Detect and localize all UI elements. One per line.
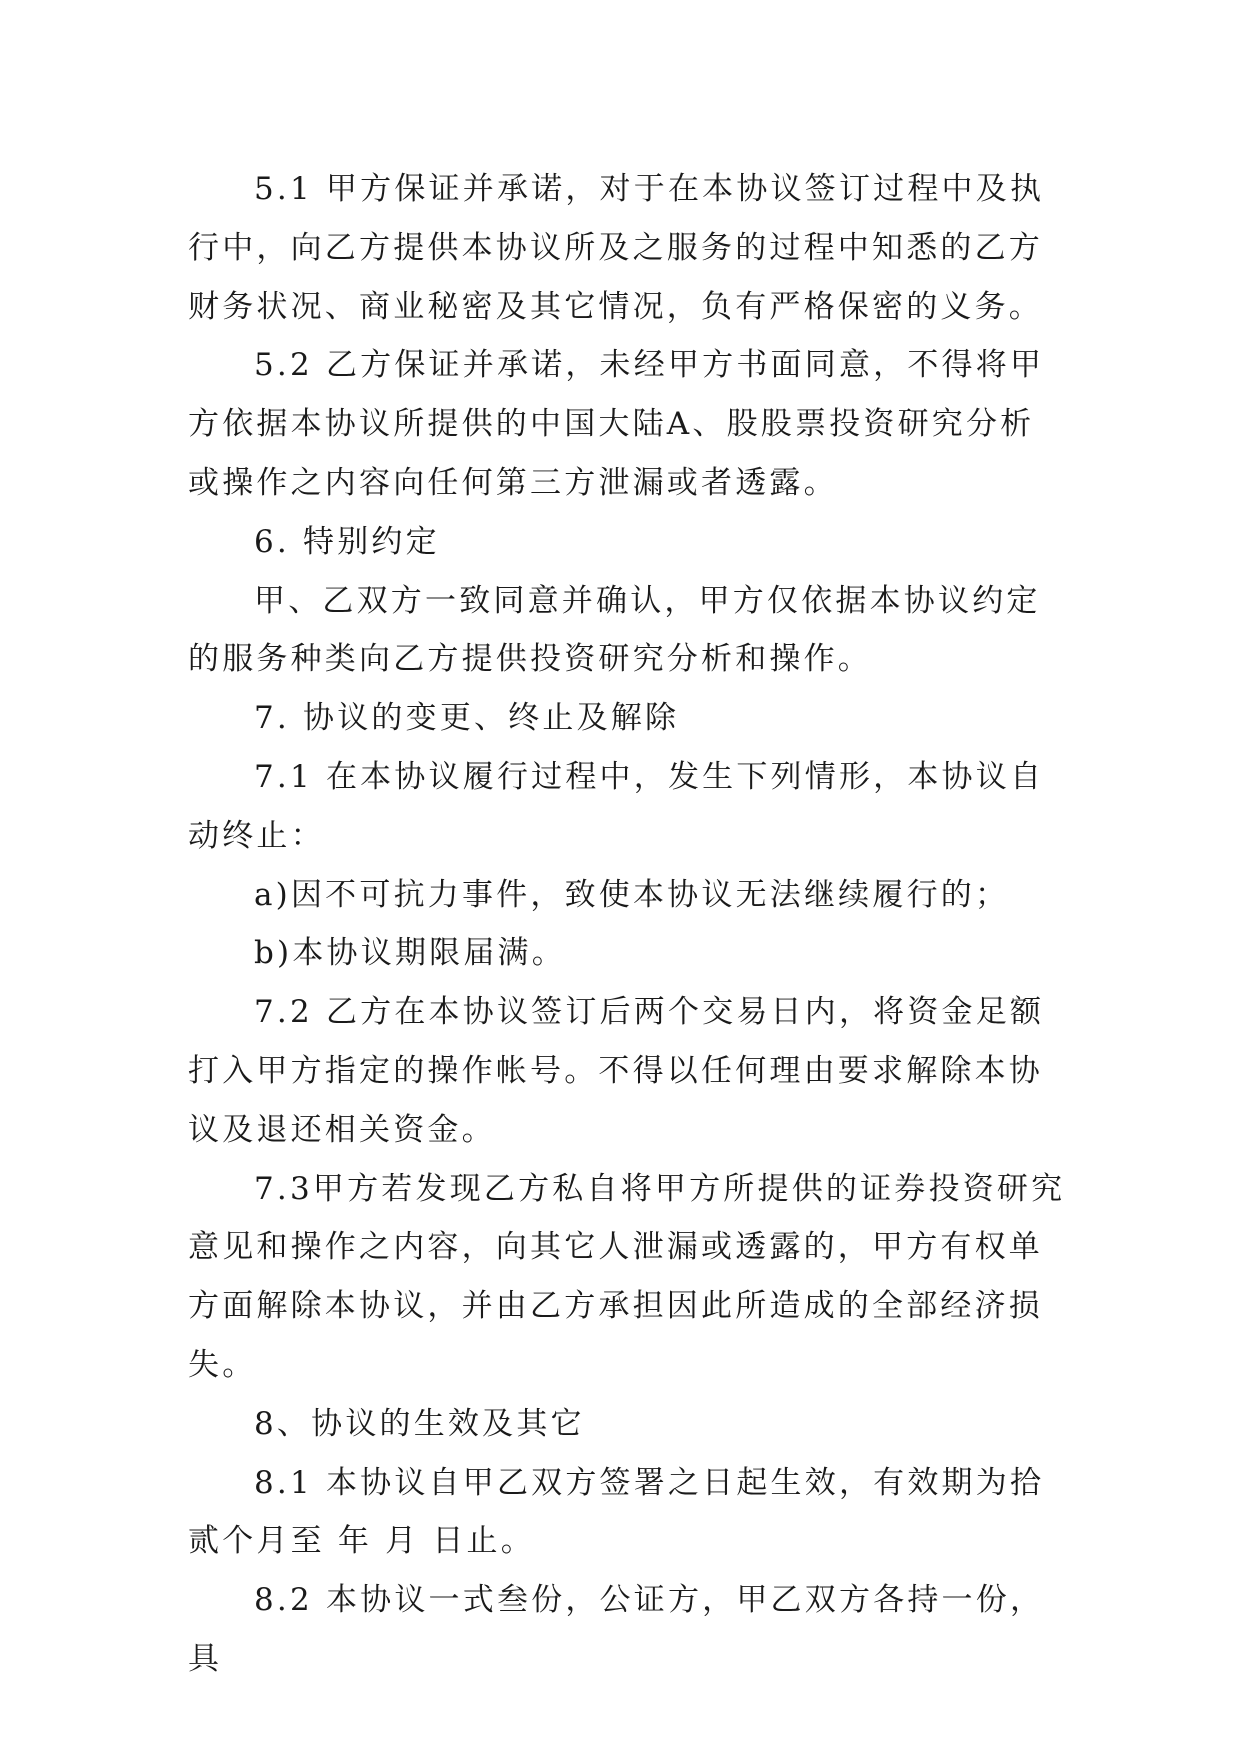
- clause-7-3: 7.3甲方若发现乙方私自将甲方所提供的证券投资研究意见和操作之内容，向其它人泄漏或透露的，甲方有权单方面解除本协议，并由乙方承担因此所造成的全部经济损失。: [188, 1170, 1066, 1383]
- section-7-heading: 7. 协议的变更、终止及解除: [254, 700, 680, 737]
- section-6-heading: 6. 特别约定: [254, 523, 440, 560]
- clause-5-1: 5.1 甲方保证并承诺，对于在本协议签订过程中及执行中，向乙方提供本协议所及之服务的过程中知悉的乙方财务状况、商业秘密及其它情况，负有严格保密的义务。: [188, 171, 1045, 325]
- clause-7-1: 7.1 在本协议履行过程中，发生下列情形，本协议自动终止：: [188, 758, 1045, 854]
- section-8-heading: 8、协议的生效及其它: [254, 1405, 585, 1442]
- document-body: [188, 160, 1068, 1689]
- clause-7-2: 7.2 乙方在本协议签订后两个交易日内，将资金足额打入甲方指定的操作帐号。不得以任何理由要求解除本协议及退还相关资金。: [188, 994, 1045, 1148]
- section-6-text: 甲、乙双方一致同意并确认，甲方仅依据本协议约定的服务种类向乙方提供投资研究分析和操作。: [188, 582, 1041, 678]
- clause-7-1-item-a: a)因不可抗力事件，致使本协议无法继续履行的；: [254, 876, 1010, 913]
- clause-7-1-item-b: b)本协议期限届满。: [254, 935, 566, 972]
- clause-8-2: 8.2 本协议一式叁份，公证方，甲乙双方各持一份，具: [188, 1582, 1045, 1677]
- clause-5-2: 5.2 乙方保证并承诺，未经甲方书面同意，不得将甲方依据本协议所提供的中国大陆A、股股票投资研究分析或操作之内容向任何第三方泄漏或者透露。: [188, 347, 1045, 501]
- clause-8-1: 8.1 本协议自甲乙双方签署之日起生效，有效期为拾贰个月至 年 月 日止。: [188, 1464, 1045, 1560]
